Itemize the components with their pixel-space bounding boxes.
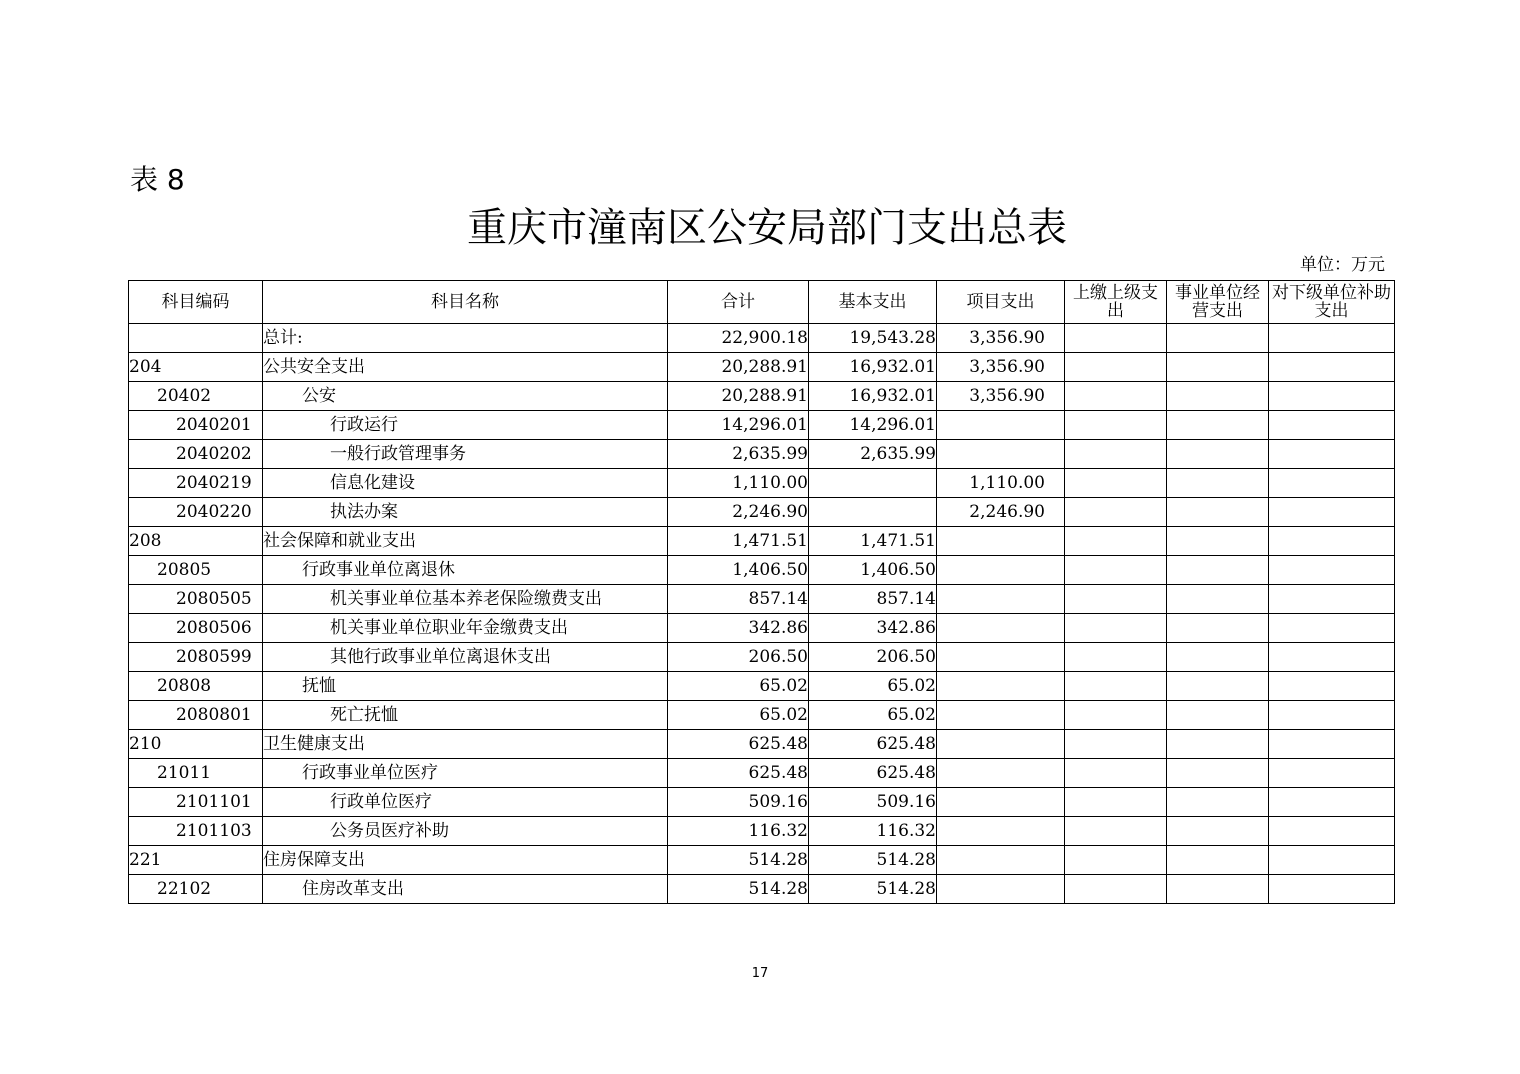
cell-code: 2080801 bbox=[129, 701, 263, 730]
cell-basic: 625.48 bbox=[809, 730, 937, 759]
cell-business bbox=[1167, 672, 1269, 701]
cell-business bbox=[1167, 324, 1269, 353]
cell-upper bbox=[1065, 643, 1167, 672]
cell-total: 206.50 bbox=[668, 643, 809, 672]
cell-project bbox=[937, 846, 1065, 875]
cell-business bbox=[1167, 498, 1269, 527]
cell-subsidy bbox=[1269, 701, 1395, 730]
cell-project bbox=[937, 614, 1065, 643]
table-row bbox=[129, 614, 1395, 643]
cell-total: 2,246.90 bbox=[668, 498, 809, 527]
table-row bbox=[129, 382, 1395, 411]
table-row bbox=[129, 440, 1395, 469]
cell-subsidy bbox=[1269, 614, 1395, 643]
cell-upper bbox=[1065, 585, 1167, 614]
cell-basic: 206.50 bbox=[809, 643, 937, 672]
cell-subsidy bbox=[1269, 324, 1395, 353]
cell-code: 2101103 bbox=[129, 817, 263, 846]
cell-project: 2,246.90 bbox=[937, 498, 1065, 527]
cell-name: 公共安全支出 bbox=[263, 353, 668, 382]
cell-business bbox=[1167, 875, 1269, 904]
cell-basic: 19,543.28 bbox=[809, 324, 937, 353]
cell-subsidy bbox=[1269, 643, 1395, 672]
cell-subsidy bbox=[1269, 382, 1395, 411]
cell-business bbox=[1167, 759, 1269, 788]
cell-name: 公安 bbox=[263, 382, 668, 411]
cell-upper bbox=[1065, 353, 1167, 382]
cell-subsidy bbox=[1269, 527, 1395, 556]
cell-name: 机关事业单位职业年金缴费支出 bbox=[263, 614, 668, 643]
cell-upper bbox=[1065, 324, 1167, 353]
cell-code: 2040219 bbox=[129, 469, 263, 498]
cell-project: 3,356.90 bbox=[937, 353, 1065, 382]
cell-basic: 514.28 bbox=[809, 846, 937, 875]
cell-total: 625.48 bbox=[668, 730, 809, 759]
cell-total: 625.48 bbox=[668, 759, 809, 788]
cell-total: 22,900.18 bbox=[668, 324, 809, 353]
cell-project bbox=[937, 672, 1065, 701]
cell-project bbox=[937, 411, 1065, 440]
table-row bbox=[129, 469, 1395, 498]
cell-basic: 14,296.01 bbox=[809, 411, 937, 440]
cell-basic bbox=[809, 498, 937, 527]
cell-upper bbox=[1065, 701, 1167, 730]
page-title: 重庆市潼南区公安局部门支出总表 bbox=[467, 205, 1067, 251]
cell-code: 204 bbox=[129, 353, 263, 382]
cell-total: 857.14 bbox=[668, 585, 809, 614]
cell-name: 总计: bbox=[263, 324, 668, 353]
cell-total: 342.86 bbox=[668, 614, 809, 643]
cell-total: 116.32 bbox=[668, 817, 809, 846]
table-row bbox=[129, 353, 1395, 382]
cell-name: 执法办案 bbox=[263, 498, 668, 527]
cell-subsidy bbox=[1269, 469, 1395, 498]
cell-upper bbox=[1065, 527, 1167, 556]
cell-project bbox=[937, 585, 1065, 614]
cell-basic: 1,406.50 bbox=[809, 556, 937, 585]
cell-upper bbox=[1065, 788, 1167, 817]
cell-basic: 857.14 bbox=[809, 585, 937, 614]
cell-basic: 2,635.99 bbox=[809, 440, 937, 469]
cell-business bbox=[1167, 353, 1269, 382]
cell-code: 2080505 bbox=[129, 585, 263, 614]
cell-code: 20402 bbox=[129, 382, 263, 411]
table-row bbox=[129, 498, 1395, 527]
cell-basic: 116.32 bbox=[809, 817, 937, 846]
cell-subsidy bbox=[1269, 585, 1395, 614]
cell-project bbox=[937, 701, 1065, 730]
cell-basic: 16,932.01 bbox=[809, 353, 937, 382]
cell-business bbox=[1167, 730, 1269, 759]
cell-business bbox=[1167, 788, 1269, 817]
cell-total: 20,288.91 bbox=[668, 382, 809, 411]
cell-code: 2101101 bbox=[129, 788, 263, 817]
cell-name: 社会保障和就业支出 bbox=[263, 527, 668, 556]
cell-total: 65.02 bbox=[668, 672, 809, 701]
table-row bbox=[129, 411, 1395, 440]
cell-upper bbox=[1065, 440, 1167, 469]
cell-business bbox=[1167, 585, 1269, 614]
cell-code: 2040201 bbox=[129, 411, 263, 440]
cell-project: 1,110.00 bbox=[937, 469, 1065, 498]
col-header-total: 合计 bbox=[668, 281, 809, 324]
cell-subsidy bbox=[1269, 730, 1395, 759]
cell-name: 一般行政管理事务 bbox=[263, 440, 668, 469]
cell-project bbox=[937, 730, 1065, 759]
cell-project bbox=[937, 556, 1065, 585]
cell-upper bbox=[1065, 411, 1167, 440]
cell-business bbox=[1167, 614, 1269, 643]
cell-business bbox=[1167, 846, 1269, 875]
cell-code: 2080506 bbox=[129, 614, 263, 643]
header-row bbox=[129, 281, 1395, 324]
table-row bbox=[129, 701, 1395, 730]
cell-upper bbox=[1065, 672, 1167, 701]
col-header-subsidy: 对下级单位补助支出 bbox=[1269, 281, 1395, 324]
cell-code: 221 bbox=[129, 846, 263, 875]
cell-business bbox=[1167, 469, 1269, 498]
cell-project bbox=[937, 875, 1065, 904]
cell-business bbox=[1167, 411, 1269, 440]
cell-name: 公务员医疗补助 bbox=[263, 817, 668, 846]
cell-upper bbox=[1065, 846, 1167, 875]
cell-name: 机关事业单位基本养老保险缴费支出 bbox=[263, 585, 668, 614]
page-number: 17 bbox=[751, 966, 769, 981]
cell-total: 14,296.01 bbox=[668, 411, 809, 440]
cell-total: 509.16 bbox=[668, 788, 809, 817]
cell-basic: 514.28 bbox=[809, 875, 937, 904]
col-header-business: 事业单位经营支出 bbox=[1167, 281, 1269, 324]
col-header-code: 科目编码 bbox=[129, 281, 263, 324]
cell-business bbox=[1167, 817, 1269, 846]
cell-upper bbox=[1065, 556, 1167, 585]
col-header-basic: 基本支出 bbox=[809, 281, 937, 324]
cell-upper bbox=[1065, 759, 1167, 788]
table-row bbox=[129, 875, 1395, 904]
cell-subsidy bbox=[1269, 498, 1395, 527]
cell-name: 行政事业单位离退休 bbox=[263, 556, 668, 585]
cell-basic: 1,471.51 bbox=[809, 527, 937, 556]
cell-name: 住房保障支出 bbox=[263, 846, 668, 875]
cell-subsidy bbox=[1269, 846, 1395, 875]
table-row bbox=[129, 788, 1395, 817]
cell-project bbox=[937, 643, 1065, 672]
unit-label: 单位：万元 bbox=[1300, 255, 1385, 275]
table-label: 表 8 bbox=[130, 163, 185, 196]
cell-total: 514.28 bbox=[668, 875, 809, 904]
cell-upper bbox=[1065, 498, 1167, 527]
table-row bbox=[129, 672, 1395, 701]
cell-project: 3,356.90 bbox=[937, 324, 1065, 353]
cell-basic: 65.02 bbox=[809, 672, 937, 701]
cell-subsidy bbox=[1269, 875, 1395, 904]
cell-upper bbox=[1065, 382, 1167, 411]
cell-business bbox=[1167, 527, 1269, 556]
cell-code: 20808 bbox=[129, 672, 263, 701]
table-row bbox=[129, 817, 1395, 846]
cell-basic: 509.16 bbox=[809, 788, 937, 817]
cell-code: 2040202 bbox=[129, 440, 263, 469]
table-row bbox=[129, 324, 1395, 353]
cell-code: 20805 bbox=[129, 556, 263, 585]
cell-basic: 65.02 bbox=[809, 701, 937, 730]
cell-basic: 16,932.01 bbox=[809, 382, 937, 411]
cell-upper bbox=[1065, 875, 1167, 904]
cell-name: 卫生健康支出 bbox=[263, 730, 668, 759]
cell-name: 信息化建设 bbox=[263, 469, 668, 498]
table-row bbox=[129, 643, 1395, 672]
cell-upper bbox=[1065, 469, 1167, 498]
cell-code: 2080599 bbox=[129, 643, 263, 672]
cell-code bbox=[129, 324, 263, 353]
cell-upper bbox=[1065, 730, 1167, 759]
cell-project bbox=[937, 788, 1065, 817]
table-row bbox=[129, 527, 1395, 556]
cell-project bbox=[937, 759, 1065, 788]
table-row bbox=[129, 556, 1395, 585]
col-header-name: 科目名称 bbox=[263, 281, 668, 324]
cell-name: 抚恤 bbox=[263, 672, 668, 701]
cell-code: 2040220 bbox=[129, 498, 263, 527]
cell-name: 行政单位医疗 bbox=[263, 788, 668, 817]
table-body bbox=[129, 324, 1395, 904]
cell-total: 514.28 bbox=[668, 846, 809, 875]
cell-total: 20,288.91 bbox=[668, 353, 809, 382]
cell-business bbox=[1167, 701, 1269, 730]
cell-total: 1,471.51 bbox=[668, 527, 809, 556]
cell-upper bbox=[1065, 614, 1167, 643]
cell-business bbox=[1167, 440, 1269, 469]
cell-subsidy bbox=[1269, 411, 1395, 440]
col-header-upper: 上缴上级支出 bbox=[1065, 281, 1167, 324]
cell-total: 2,635.99 bbox=[668, 440, 809, 469]
table-row bbox=[129, 585, 1395, 614]
cell-name: 行政运行 bbox=[263, 411, 668, 440]
cell-name: 死亡抚恤 bbox=[263, 701, 668, 730]
cell-total: 1,110.00 bbox=[668, 469, 809, 498]
cell-code: 210 bbox=[129, 730, 263, 759]
cell-subsidy bbox=[1269, 440, 1395, 469]
table-row bbox=[129, 759, 1395, 788]
expense-table bbox=[128, 280, 1395, 904]
cell-project bbox=[937, 527, 1065, 556]
cell-business bbox=[1167, 382, 1269, 411]
cell-upper bbox=[1065, 817, 1167, 846]
cell-name: 其他行政事业单位离退休支出 bbox=[263, 643, 668, 672]
cell-subsidy bbox=[1269, 788, 1395, 817]
table-row bbox=[129, 730, 1395, 759]
cell-code: 22102 bbox=[129, 875, 263, 904]
cell-subsidy bbox=[1269, 672, 1395, 701]
cell-subsidy bbox=[1269, 817, 1395, 846]
cell-business bbox=[1167, 643, 1269, 672]
col-header-project: 项目支出 bbox=[937, 281, 1065, 324]
table-row bbox=[129, 846, 1395, 875]
cell-basic bbox=[809, 469, 937, 498]
cell-basic: 625.48 bbox=[809, 759, 937, 788]
cell-project bbox=[937, 817, 1065, 846]
cell-total: 1,406.50 bbox=[668, 556, 809, 585]
cell-subsidy bbox=[1269, 556, 1395, 585]
cell-name: 行政事业单位医疗 bbox=[263, 759, 668, 788]
cell-subsidy bbox=[1269, 353, 1395, 382]
cell-project bbox=[937, 440, 1065, 469]
cell-code: 208 bbox=[129, 527, 263, 556]
cell-basic: 342.86 bbox=[809, 614, 937, 643]
cell-total: 65.02 bbox=[668, 701, 809, 730]
cell-subsidy bbox=[1269, 759, 1395, 788]
cell-project: 3,356.90 bbox=[937, 382, 1065, 411]
cell-business bbox=[1167, 556, 1269, 585]
cell-name: 住房改革支出 bbox=[263, 875, 668, 904]
cell-code: 21011 bbox=[129, 759, 263, 788]
